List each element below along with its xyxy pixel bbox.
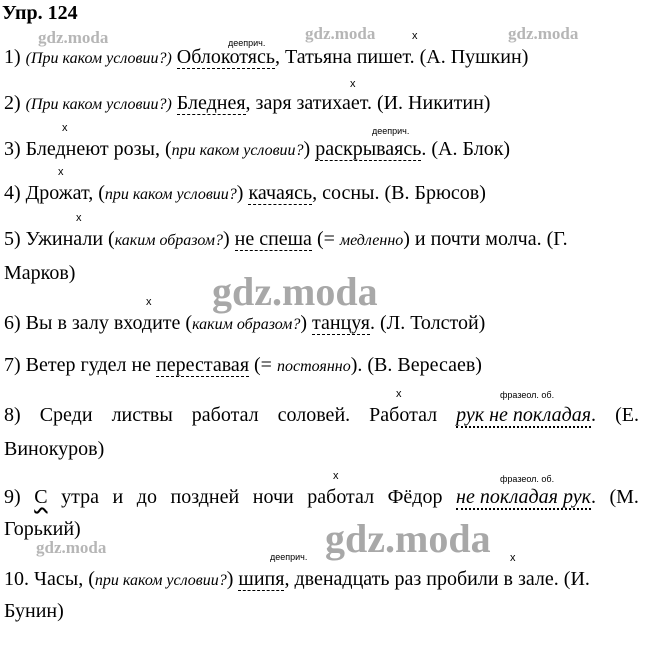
phrase-mark: фразеол. об.: [500, 390, 555, 400]
participle: шипя: [238, 568, 285, 590]
sentence-2: 2) (При каком условии?) Бледнея, заря затихает. (И. Никитин): [4, 92, 491, 114]
participle: не спеша: [234, 228, 312, 250]
sentence-10: 10. Часы, (при каком условии?) шипя, двенадцать раз пробили в зале. (И.: [4, 568, 590, 590]
participle: Бледнея: [176, 92, 246, 114]
sentence-7: 7) Ветер гудел не переставая (= постоянно). (В. Вересаев): [4, 354, 482, 376]
sentence-10-cont: Бунин): [4, 600, 64, 622]
sentence-5: 5) Ужинали (каким образом?) не спеша (= медленно) и почти молча. (Г.: [4, 228, 568, 250]
predicate-mark: x: [76, 212, 82, 224]
participle: переставая: [156, 354, 250, 376]
watermark: gdz.moda: [305, 24, 376, 43]
participle-mark: дееприч.: [228, 38, 266, 48]
participle-mark: дееприч.: [270, 552, 308, 562]
predicate-mark: x: [350, 78, 356, 90]
predicate-mark: x: [396, 388, 402, 400]
watermark: gdz.moda: [325, 516, 491, 561]
predicate-mark: x: [333, 470, 339, 482]
phrase-mark: фразеол. об.: [500, 474, 555, 484]
participle: качаясь: [248, 182, 313, 204]
watermark: gdz.moda: [212, 269, 378, 314]
phraseological-unit: не покладая рук: [456, 486, 591, 508]
predicate-mark: x: [510, 552, 516, 564]
sentence-4: 4) Дрожат, (при каком условии?) качаясь, сосны. (В. Брюсов): [4, 182, 486, 204]
watermark: gdz.moda: [36, 538, 107, 557]
watermark: gdz.moda: [38, 28, 109, 47]
sentence-9-cont: Горький): [4, 518, 81, 540]
sentence-8: 8) Среди листвы работал соловей. Работал рук не покладая. (Е.: [4, 404, 639, 426]
predicate-mark: x: [62, 122, 68, 134]
sentence-1: 1) (При каком условии?) Облокотясь, Татьяна пишет. (А. Пушкин): [4, 46, 529, 68]
sentence-8-cont: Винокуров): [4, 438, 105, 460]
watermark: gdz.moda: [508, 24, 579, 43]
participle-mark: дееприч.: [372, 126, 410, 136]
predicate-mark: x: [412, 30, 418, 42]
exercise-title: Упр. 124: [2, 2, 78, 24]
participle: Облокотясь: [176, 46, 275, 68]
participle: танцуя: [312, 312, 370, 334]
predicate-mark: x: [146, 296, 152, 308]
sentence-3: 3) Бледнеют розы, (при каком условии?) раскрываясь. (А. Блок): [4, 138, 511, 160]
predicate-mark: x: [58, 166, 64, 178]
sentence-6: 6) Вы в залу входите (каким образом?) танцуя. (Л. Толстой): [4, 312, 486, 334]
participle: раскрываясь: [315, 138, 422, 160]
sentence-9: 9) С утра и до поздней ночи работал Фёдор не покладая рук. (М.: [4, 486, 639, 508]
phraseological-unit: рук не покладая: [456, 404, 592, 426]
sentence-5-cont: Марков): [4, 262, 76, 284]
